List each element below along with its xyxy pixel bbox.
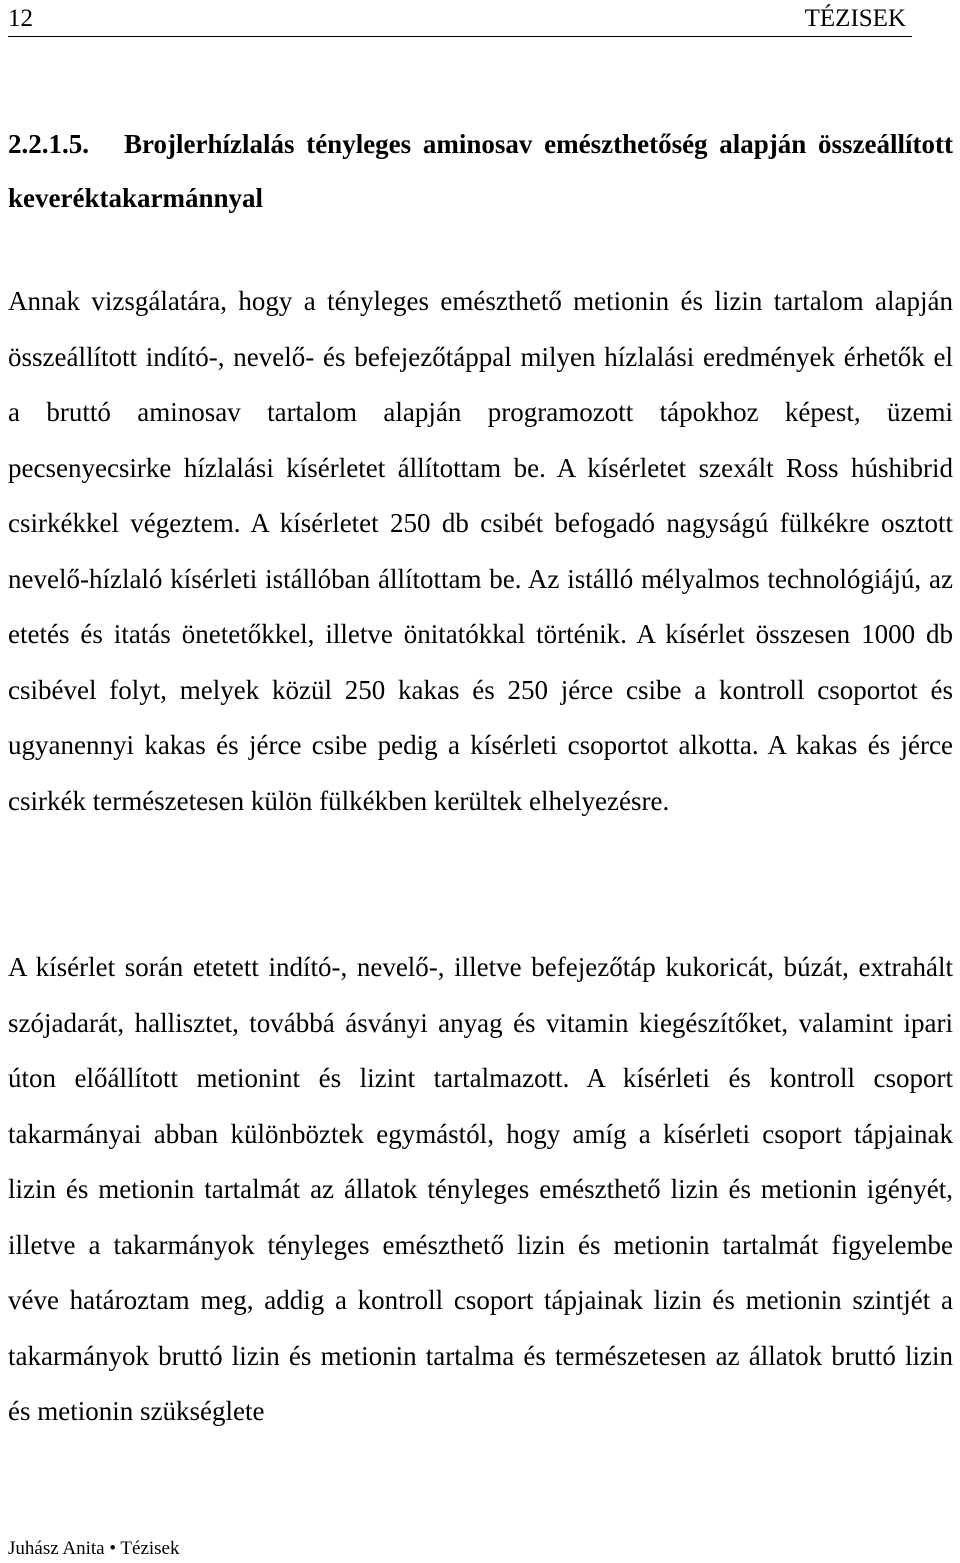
page-header [8, 4, 912, 37]
section-heading [8, 117, 953, 225]
section-title: Brojlerhízlalás tényleges aminosav emészthetőség alapján összeállított keveréktakarmánnyal [8, 129, 953, 213]
footer-label: Tézisek [120, 1538, 180, 1559]
page-footer [8, 1538, 179, 1560]
running-title: TÉZISEK [804, 5, 906, 32]
footer-author: Juhász Anita [8, 1538, 105, 1559]
section-number: 2.2.1.5. [8, 129, 89, 159]
footer-separator: • [109, 1538, 116, 1559]
page-number: 12 [8, 5, 33, 32]
paragraph-1: Annak vizsgálatára, hogy a tényleges emészthető metionin és lizin tartalom alapján összeállított indító-, nevelő- és befejezőtáppal milyen hízlalási eredmények érhetők el a bruttó aminosav tartalom alapján programozott tápokhoz képest, üzemi pecsenyecsirke hízlalási kísérletet állítottam be. A kísérletet szexált Ross húshibrid csirkékkel végeztem. A kísérletet 250 db csibét befogadó nagyságú fülkékre osztott nevelő-hízlaló kísérleti istállóban állítottam be. Az istálló mélyalmos technológiájú, az etetés és itatás önetetőkkel, illetve önitatókkal történik. A kísérlet összesen 1000 db csibével folyt, melyek közül 250 kakas és 250 jérce csibe a kontroll csoportot és ugyanennyi kakas és jérce csibe pedig a kísérleti csoportot alkotta. A kakas és jérce csirkék természetesen külön fülkékben kerültek elhelyezésre. [8, 286, 953, 816]
paragraph-2: A kísérlet során etetett indító-, nevelő-, illetve befejezőtáp kukoricát, búzát, extrahált szójadarát, hallisztet, továbbá ásványi anyag és vitamin kiegészítőket, valamint ipari úton előállított metionint és lizint tartalmazott. A kísérleti és kontroll csoport takarmányai abban különböztek egymástól, hogy amíg a kísérleti csoport tápjainak lizin és metionin tartalmát az állatok tényleges emészthető lizin és metionin igényét, illetve a takarmányok tényleges emészthető lizin és metionin tartalmát figyelembe véve határoztam meg, addig a kontroll csoport tápjainak lizin és metionin szintjét a takarmányok bruttó lizin és metionin tartalma és természetesen az állatok bruttó lizin és metionin szükséglete [8, 952, 953, 1426]
